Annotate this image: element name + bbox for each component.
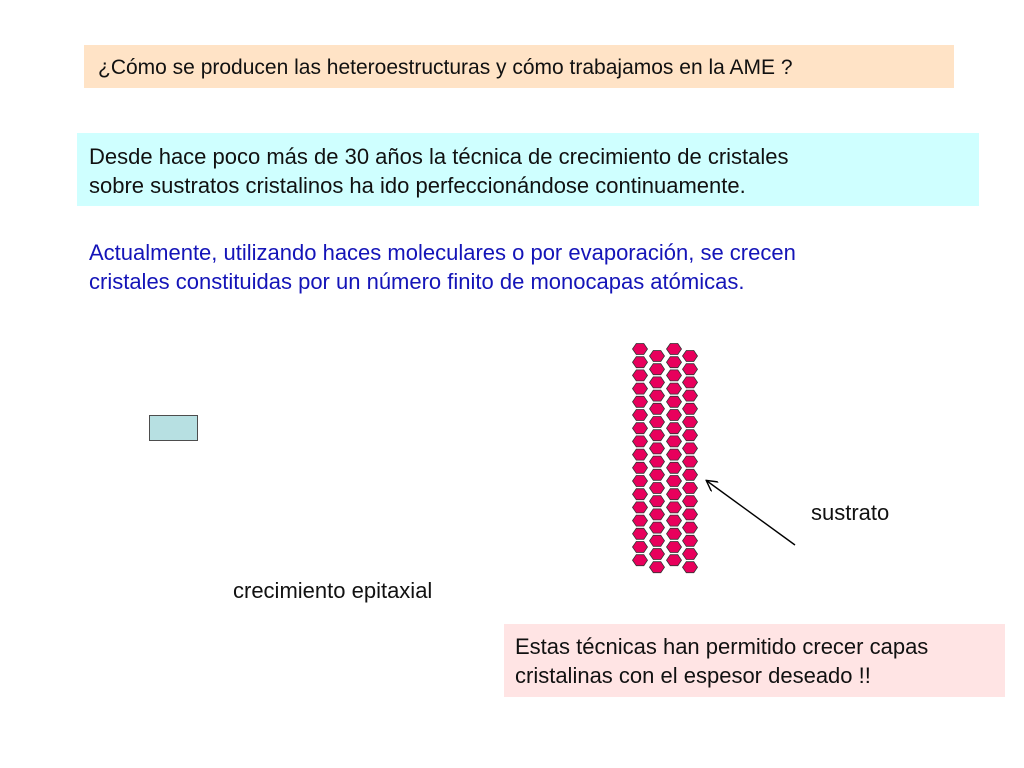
substrate-arrow	[707, 481, 795, 545]
substrate-atom	[683, 390, 698, 401]
substrate-atom	[650, 430, 665, 441]
substrate-atom	[683, 509, 698, 520]
substrate-atom	[667, 383, 682, 394]
conclusion-line-2: cristalinas con el espesor deseado !!	[515, 663, 871, 688]
substrate-atom	[633, 436, 648, 447]
substrate-atom	[650, 549, 665, 560]
substrate-atom	[633, 357, 648, 368]
substrate-atom	[650, 403, 665, 414]
substrate-atom	[633, 396, 648, 407]
substrate-atom	[667, 357, 682, 368]
substrate-atom	[650, 509, 665, 520]
substrate-lattice	[633, 344, 698, 573]
epitaxial-growth-label: crecimiento epitaxial	[233, 578, 433, 603]
substrate-atom	[683, 456, 698, 467]
substrate-atom	[667, 476, 682, 487]
substrate-atom	[650, 390, 665, 401]
substrate-atom	[667, 436, 682, 447]
conclusion-box	[504, 624, 1005, 697]
substrate-atom	[667, 542, 682, 553]
substrate-atom	[633, 489, 648, 500]
substrate-atom	[667, 449, 682, 460]
substrate-atom	[683, 562, 698, 573]
substrate-atom	[633, 462, 648, 473]
substrate-atom	[650, 562, 665, 573]
substrate-atom	[633, 383, 648, 394]
substrate-atom	[633, 528, 648, 539]
substrate-atom	[633, 502, 648, 513]
substrate-atom	[633, 515, 648, 526]
substrate-atom	[667, 396, 682, 407]
substrate-atom	[650, 377, 665, 388]
substrate-atom	[667, 462, 682, 473]
substrate-atom	[650, 535, 665, 546]
substrate-atom	[633, 410, 648, 421]
substrate-atom	[650, 364, 665, 375]
substrate-atom	[683, 443, 698, 454]
substrate-atom	[683, 417, 698, 428]
substrate-atom	[667, 515, 682, 526]
substrate-atom	[683, 549, 698, 560]
substrate-atom	[650, 496, 665, 507]
substrate-atom	[650, 456, 665, 467]
substrate-atom	[633, 542, 648, 553]
substrate-atom	[633, 344, 648, 355]
substrate-atom	[683, 483, 698, 494]
substrate-atom	[667, 344, 682, 355]
substrate-atom	[683, 430, 698, 441]
substrate-atom	[650, 443, 665, 454]
substrate-atom	[683, 364, 698, 375]
substrate-atom	[650, 483, 665, 494]
conclusion-line-1: Estas técnicas han permitido crecer capas	[515, 634, 929, 659]
blue-line-2: cristales constituidas por un número finito de monocapas atómicas.	[89, 269, 745, 294]
substrate-atom	[667, 423, 682, 434]
substrate-atom	[683, 403, 698, 414]
slide-title: ¿Cómo se producen las heteroestructuras y cómo trabajamos en la AME ?	[98, 56, 793, 79]
substrate-atom	[650, 469, 665, 480]
substrate-atom	[683, 469, 698, 480]
substrate-atom	[683, 522, 698, 533]
substrate-label: sustrato	[811, 500, 890, 525]
intro-line-1: Desde hace poco más de 30 años la técnica de crecimiento de cristales	[89, 144, 789, 169]
substrate-atom	[633, 370, 648, 381]
blue-line-1: Actualmente, utilizando haces moleculares o por evaporación, se crecen	[89, 240, 796, 265]
substrate-atom	[633, 423, 648, 434]
substrate-atom	[667, 489, 682, 500]
substrate-atom	[667, 502, 682, 513]
substrate-atom	[683, 496, 698, 507]
substrate-atom	[650, 351, 665, 362]
substrate-atom	[667, 410, 682, 421]
substrate-atom	[633, 449, 648, 460]
substrate-atom	[633, 476, 648, 487]
substrate-atom	[683, 351, 698, 362]
substrate-atom	[683, 377, 698, 388]
intro-line-2: sobre sustratos cristalinos ha ido perfeccionándose continuamente.	[89, 173, 746, 198]
substrate-atom	[667, 370, 682, 381]
substrate-atom	[667, 528, 682, 539]
substrate-atom	[633, 555, 648, 566]
substrate-atom	[650, 417, 665, 428]
substrate-atom	[683, 535, 698, 546]
substrate-atom	[650, 522, 665, 533]
substrate-atom	[667, 555, 682, 566]
